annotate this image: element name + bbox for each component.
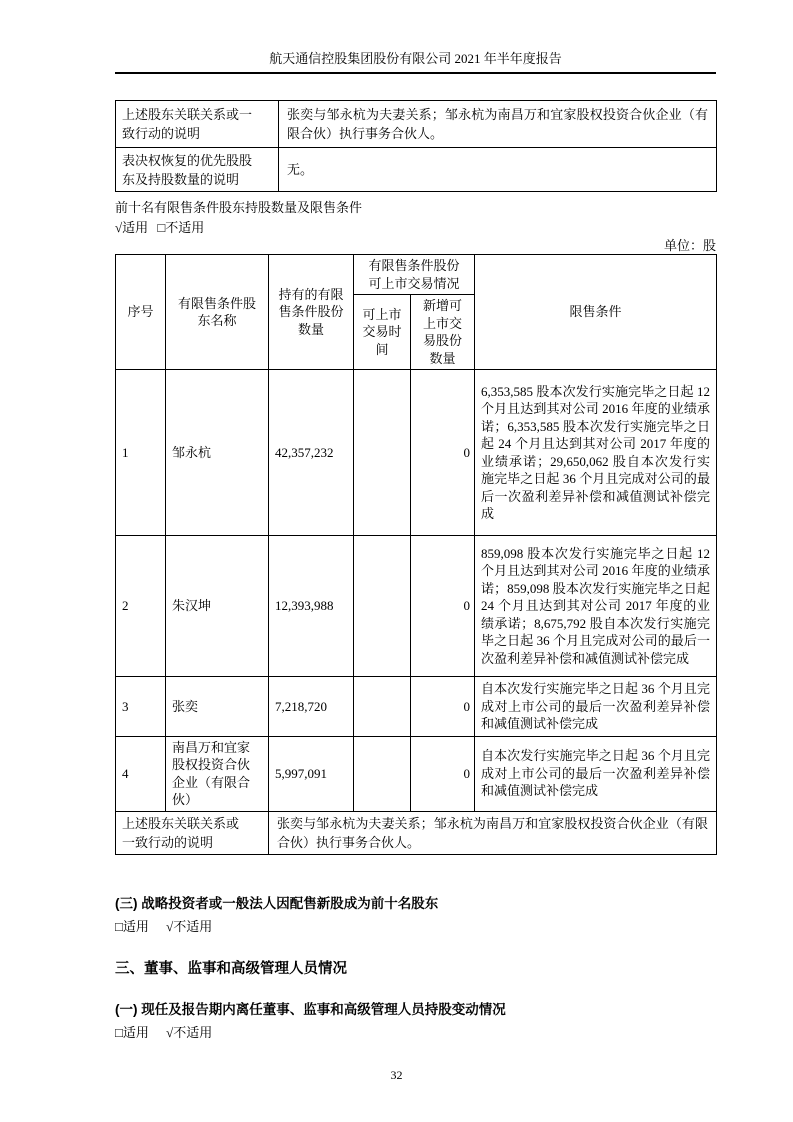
report-title: 航天通信控股集团股份有限公司 2021 年半年度报告 xyxy=(269,51,562,66)
holder-cell: 南昌万和宜家股权投资合伙企业（有限合伙） xyxy=(166,736,269,811)
table-footer-row xyxy=(116,811,717,854)
tradable-time-cell xyxy=(354,370,411,536)
tradable-time-cell xyxy=(354,677,411,737)
seq-cell: 4 xyxy=(116,736,166,811)
table-row xyxy=(116,536,717,677)
page-number: 32 xyxy=(390,1068,403,1082)
new-tradable-cell: 0 xyxy=(411,536,475,677)
col-header-condition: 限售条件 xyxy=(475,255,717,370)
relation-row-value: 张奕与邹永杭为夫妻关系；邹永杭为南昌万和宜家股权投资合伙企业（有限合伙）执行事务合伙人。 xyxy=(279,101,717,148)
unit-label: 单位：股 xyxy=(663,238,716,253)
seq-cell: 1 xyxy=(116,370,166,536)
holder-cell: 邹永杭 xyxy=(166,370,269,536)
section-strategic-investors-title: (三) 战略投资者或一般法人因配售新股成为前十名股东 xyxy=(115,895,439,911)
footer-relation-label: 上述股东关联关系或一致行动的说明 xyxy=(116,811,269,854)
seq-cell: 2 xyxy=(116,536,166,677)
seq-cell: 3 xyxy=(116,677,166,737)
not-applicable-option: √不适用 xyxy=(166,1024,213,1040)
shares-cell: 42,357,232 xyxy=(269,370,354,536)
page-content xyxy=(115,100,716,1043)
tradable-time-cell xyxy=(354,536,411,677)
new-tradable-cell: 0 xyxy=(411,677,475,737)
table-row xyxy=(116,101,717,148)
col-header-shares: 持有的有限售条件股份数量 xyxy=(269,255,354,370)
new-tradable-cell: 0 xyxy=(411,370,475,536)
applicable-option: √适用 xyxy=(115,220,149,235)
applicable-option: □适用 xyxy=(115,918,149,934)
condition-cell: 6,353,585 股本次发行实施完毕之日起 12 个月且达到其对公司 2016 年度的业绩承诺；6,353,585 股本次发行实施完毕之日起 24 个月且达到其对公司 2017 年度的业绩承诺；29,650,062 股自本次发行实施完毕之日起 36 个月且完成对公司的最后一次盈利差异补偿和减值测试补偿完成 xyxy=(475,370,717,536)
table-row xyxy=(116,370,717,536)
condition-cell: 859,098 股本次发行实施完毕之日起 12 个月且达到其对公司 2016 年度的业绩承诺；859,098 股本次发行实施完毕之日起 24 个月且达到其对公司 2017 年度的业绩承诺；8,675,792 股自本次发行实施完毕之日起 36 个月且完成对公司的最后一次盈利差异补偿和减值测试补偿完成 xyxy=(475,536,717,677)
section-shareholding-change-title: (一) 现任及报告期内离任董事、监事和高级管理人员持股变动情况 xyxy=(115,1001,506,1017)
section-directors-heading: 三、董事、监事和高级管理人员情况 xyxy=(115,960,347,977)
col-header-seq: 序号 xyxy=(116,255,166,370)
applicability-line xyxy=(115,1023,716,1043)
restricted-section-title: 前十名有限售条件股东持股数量及限售条件 xyxy=(115,200,363,215)
not-applicable-option: □不适用 xyxy=(157,220,205,235)
page-header xyxy=(115,50,716,74)
shares-cell: 7,218,720 xyxy=(269,677,354,737)
shareholder-relation-table xyxy=(115,100,717,192)
shares-cell: 12,393,988 xyxy=(269,536,354,677)
condition-cell: 自本次发行实施完毕之日起 36 个月且完成对上市公司的最后一次盈利差异补偿和减值测试补偿完成 xyxy=(475,736,717,811)
applicability-line xyxy=(115,218,716,238)
applicable-option: □适用 xyxy=(115,1024,149,1040)
tradable-time-cell xyxy=(354,736,411,811)
footer-relation-value: 张奕与邹永杭为夫妻关系；邹永杭为南昌万和宜家股权投资合伙企业（有限合伙）执行事务合伙人。 xyxy=(269,811,717,854)
holder-cell: 朱汉坤 xyxy=(166,536,269,677)
holder-cell: 张奕 xyxy=(166,677,269,737)
table-row xyxy=(116,677,717,737)
new-tradable-cell: 0 xyxy=(411,736,475,811)
col-header-new-tradable: 新增可上市交易股份数量 xyxy=(411,295,475,370)
table-row xyxy=(116,148,717,192)
shares-cell: 5,997,091 xyxy=(269,736,354,811)
not-applicable-option: √不适用 xyxy=(166,918,213,934)
preferred-shares-row-label: 表决权恢复的优先股股东及持股数量的说明 xyxy=(116,148,279,192)
applicability-line xyxy=(115,917,716,937)
table-row xyxy=(116,736,717,811)
col-header-tradable-group: 有限售条件股份可上市交易情况 xyxy=(354,255,475,295)
table-header-row xyxy=(116,255,717,295)
relation-row-label: 上述股东关联关系或一致行动的说明 xyxy=(116,101,279,148)
restricted-shares-table xyxy=(115,254,717,855)
col-header-tradable-time: 可上市交易时间 xyxy=(354,295,411,370)
condition-cell: 自本次发行实施完毕之日起 36 个月且完成对上市公司的最后一次盈利差异补偿和减值测试补偿完成 xyxy=(475,677,717,737)
col-header-holder: 有限售条件股东名称 xyxy=(166,255,269,370)
preferred-shares-row-value: 无。 xyxy=(279,148,717,192)
